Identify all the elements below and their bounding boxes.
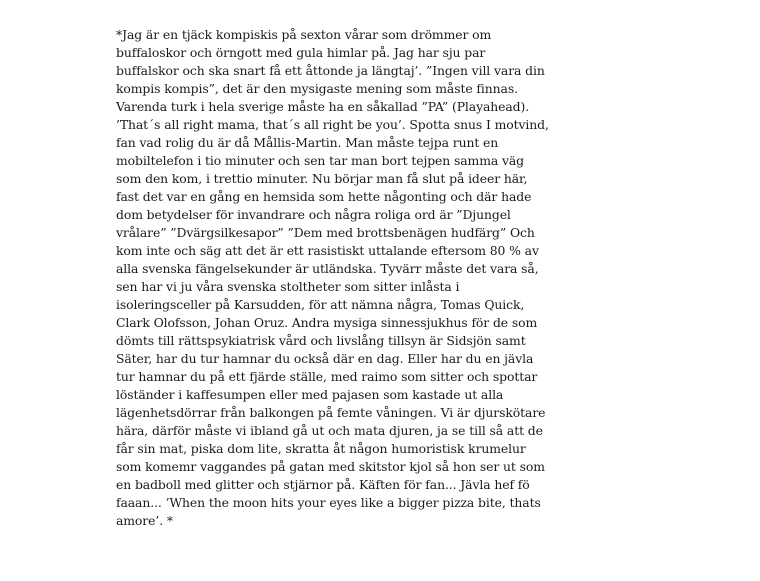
text-line: isoleringsceller på Karsudden, för att nämna några, Tomas Quick,	[116, 297, 525, 312]
text-line: fan vad rolig du är då Mållis-Martin. Man måste tejpa runt en	[116, 135, 499, 150]
text-line: amore’. *	[116, 513, 173, 528]
text-line: faaan... ’When the moon hits your eyes like a bigger pizza bite, thats	[116, 495, 541, 510]
text-line: tur hamnar du på ett fjärde ställe, med raimo som sitter och spottar	[116, 369, 538, 384]
text-line: lägenhetsdörrar från balkongen på femte våningen. Vi är djurskötare	[116, 405, 546, 420]
text-line: kom inte och säg att det är ett rasistiskt uttalande eftersom 80 % av	[116, 243, 539, 258]
text-line: vrålare” ”Dvärgsilkesapor” ”Dem med brottsbenägen hudfärg” Och	[116, 225, 535, 240]
text-line: kompis kompis”, det är den mysigaste mening som måste finnas.	[116, 81, 518, 96]
text-line: får sin mat, piska dom lite, skratta åt någon humoristisk krumelur	[116, 441, 526, 456]
text-line: buffalskor och ska snart få ett åttonde ja längtaj’. ”Ingen vill vara din	[116, 63, 545, 78]
text-line: som den kom, i trettio minuter. Nu börjar man få slut på ideer här,	[116, 171, 528, 186]
text-line: som komemr vaggandes på gatan med skitstor kjol så hon ser ut som	[116, 459, 545, 474]
text-line: dom betydelser för invandrare och några roliga ord är ”Djungel	[116, 207, 511, 222]
text-line: alla svenska fängelsekunder är utländska. Tyvärr måste det vara så,	[116, 261, 539, 276]
text-line: buffaloskor och örngott med gula himlar på. Jag har sju par	[116, 45, 486, 60]
text-line: hära, därför måste vi ibland gå ut och mata djuren, ja se till så att de	[116, 423, 543, 438]
body-text	[116, 26, 596, 530]
text-line: en badboll med glitter och stjärnor på. Käften för fan... Jävla hef fö	[116, 477, 530, 492]
text-line: Säter, har du tur hamnar du också där en dag. Eller har du en jävla	[116, 351, 534, 366]
text-line: Varenda turk i hela sverige måste ha en såkallad ”PA” (Playahead).	[116, 99, 530, 114]
text-line: löständer i kaffesumpen eller med pajasen som kastade ut alla	[116, 387, 504, 402]
text-line: fast det var en gång en hemsida som hette någonting och där hade	[116, 189, 532, 204]
text-line: mobiltelefon i tio minuter och sen tar man bort tejpen samma väg	[116, 153, 524, 168]
text-line: Clark Olofsson, Johan Oruz. Andra mysiga sinnessjukhus för de som	[116, 315, 538, 330]
text-line: *Jag är en tjäck kompiskis på sexton vårar som drömmer om	[116, 27, 492, 42]
text-line: dömts till rättspsykiatrisk vård och livslång tillsyn är Sidsjön samt	[116, 333, 526, 348]
text-line: ’That´s all right mama, that´s all right be you’. Spotta snus I motvind,	[116, 117, 549, 132]
text-line: sen har vi ju våra svenska stoltheter som sitter inlåsta i	[116, 279, 460, 294]
